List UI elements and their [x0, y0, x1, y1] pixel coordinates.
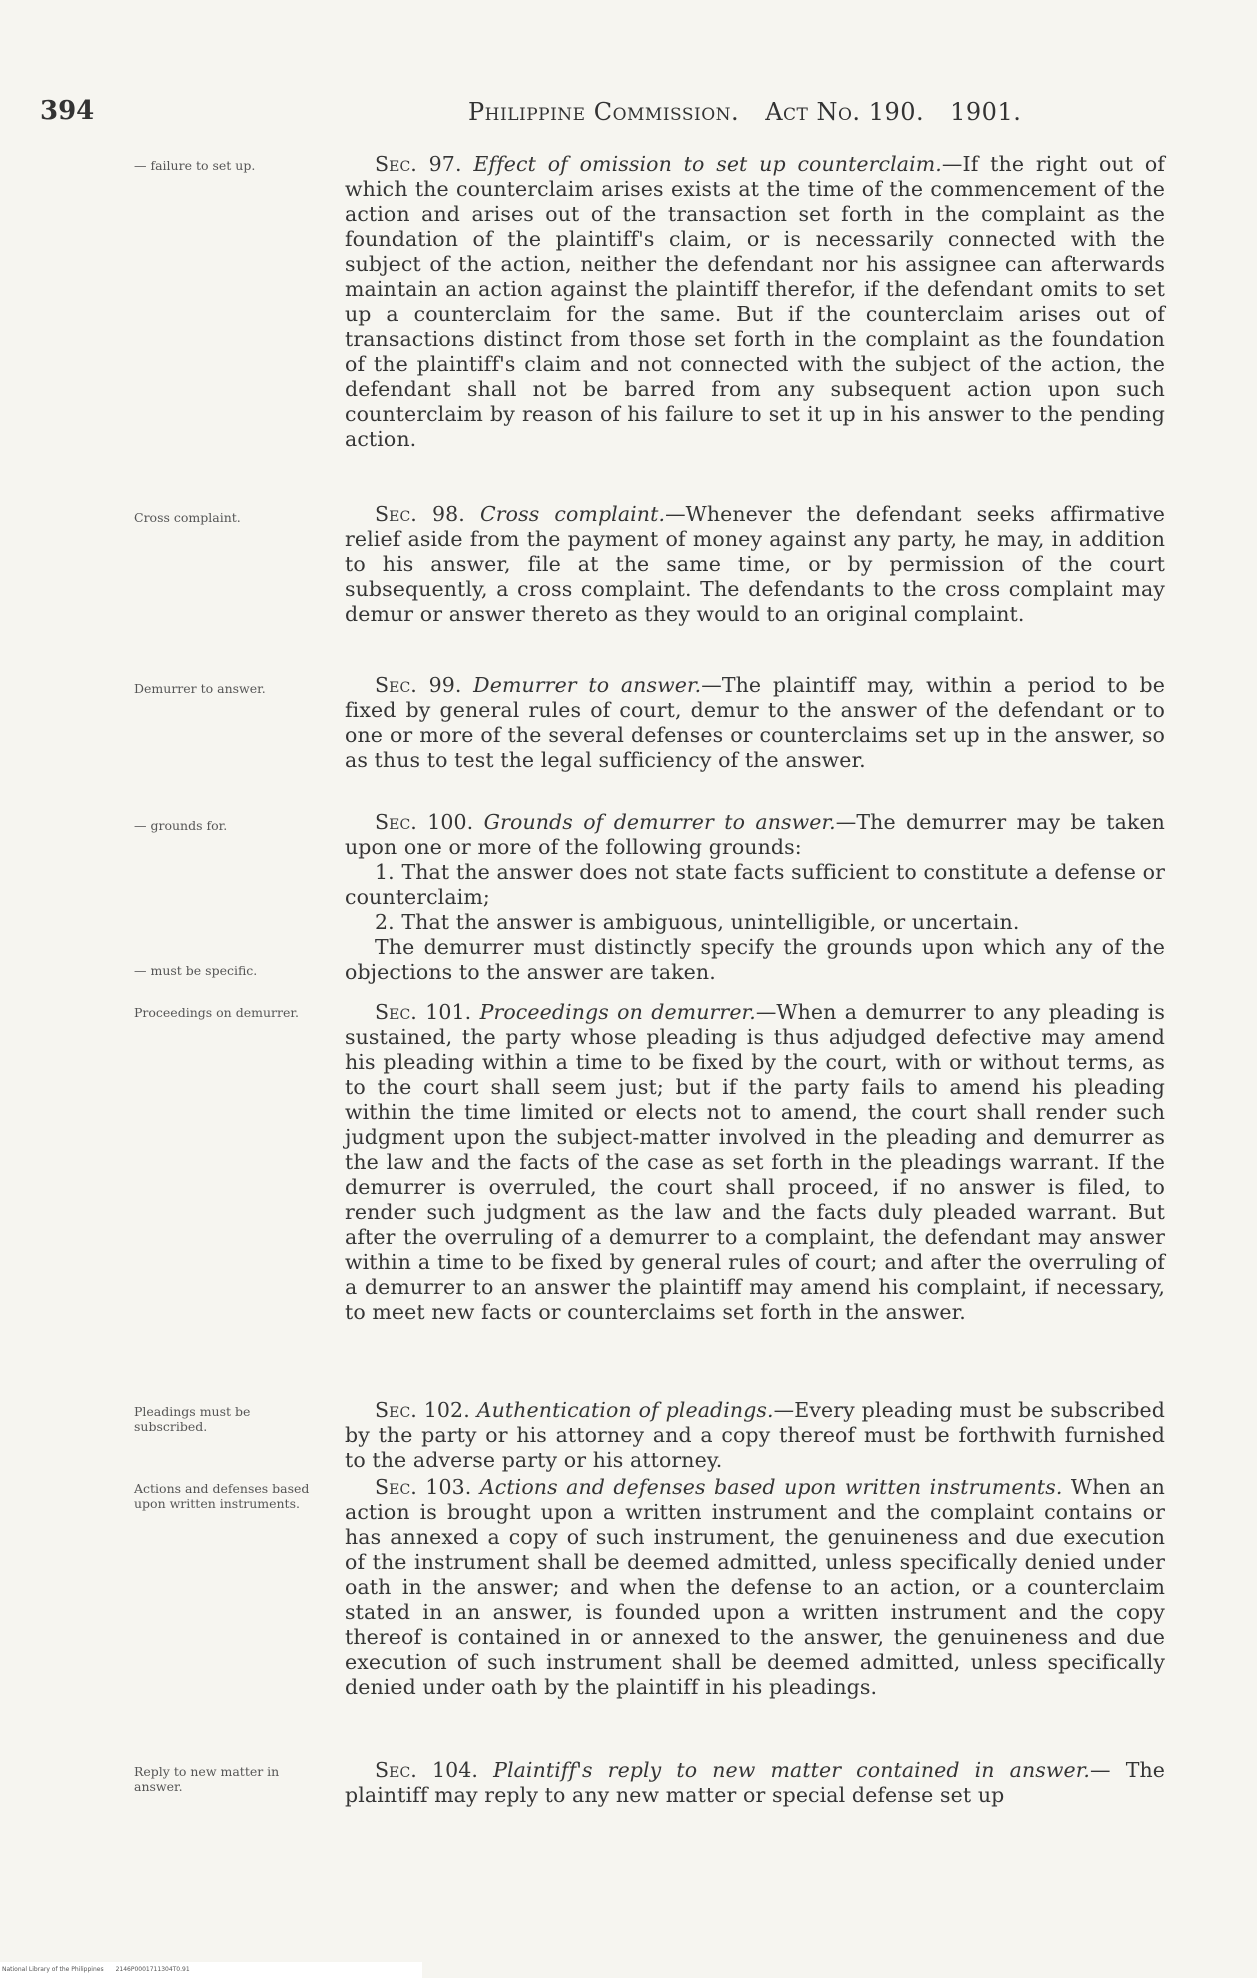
section-body: —Whenever the defendant seeks affirmative relief aside from the payment of money against any party, he may, in addition to his answer, file at the same time, or by permission of the court subsequently, a cross complaint. The defendants to the cross complaint may demur or answer thereto as they would to an original complaint. [345, 502, 1165, 626]
section-body: —The demurrer may be taken upon one or more of the following grounds: [345, 810, 1165, 859]
section-number: Sec. 104. [375, 1758, 478, 1782]
section-102 [345, 1398, 1165, 1473]
section-97 [345, 152, 1165, 452]
margin-note-grounds-for: — grounds for. [134, 818, 228, 833]
section-number: Sec. 101. [375, 1000, 472, 1024]
section-101 [345, 1000, 1165, 1325]
footer-source: National Library of the Philippines [2, 1966, 104, 1973]
section-number: Sec. 98. [375, 502, 465, 526]
section-body: —The plaintiff may, within a period to be fixed by general rules of court, demur to the answer of the defendant or to one or more of the several defenses or counterclaims set up in the answer, so as thus to test the legal sufficiency of the answer. [345, 673, 1166, 772]
section-body: —When a demurrer to any pleading is sustained, the party whose pleading is thus adjudged defective may amend his pleading within a time to be fixed by the court, with or without terms, as to the court shall seem just; but if the party fails to amend his pleading within the time limited or elects not to amend, the court shall render such judgment upon the subject-matter involved in the pleading and demurrer as the law and the facts of the case as set forth in the pleadings warrant. If the demurrer is overruled, the court shall proceed, if no answer is filed, to render such judgment as the law and the facts duly pleaded warrant. But after the overruling of a demurrer to a complaint, the defendant may answer within a time to be fixed by general rules of court; and after the overruling of a demurrer to an answer the plaintiff may amend his complaint, if necessary, to meet new facts or counterclaims set forth in the answer. [345, 1000, 1165, 1324]
running-head [468, 98, 1021, 126]
section-heading: Proceedings on demurrer. [479, 1000, 756, 1024]
page-header [0, 96, 1257, 136]
margin-note-pleadings-subscribed: Pleadings must be subscribed. [134, 1404, 251, 1434]
section-number: Sec. 100. [375, 810, 474, 834]
section-number: Sec. 102. [375, 1398, 470, 1422]
section-number: Sec. 97. [375, 152, 462, 176]
margin-note-cross-complaint: Cross complaint. [134, 510, 241, 525]
margin-note-failure-to-set-up: — failure to set up. [134, 158, 256, 173]
margin-note-reply-to-new-matter: Reply to new matter in answer. [134, 1764, 280, 1794]
margin-note-written-instruments: Actions and defenses based upon written instruments. [134, 1481, 310, 1511]
section-heading: Grounds of demurrer to answer. [483, 810, 836, 834]
section-closing: The demurrer must distinctly specify the grounds upon which any of the objections to the answer are taken. [345, 935, 1165, 984]
commission-name: Philippine Commission. [468, 98, 740, 126]
margin-note-demurrer-to-answer: Demurrer to answer. [134, 681, 266, 696]
ground-item: 1. That the answer does not state facts sufficient to constitute a defense or counterclaim; [345, 860, 1165, 909]
section-body: When an action is brought upon a written instrument and the complaint contains or has annexed a copy of such instrument, the genuineness and due execution of the instrument shall be deemed admitted, unless specifically denied under oath in the answer; and when the defense to an action, or a counterclaim stated in an answer, is founded upon a written instrument and the copy thereof is contained in or annexed to the answer, the genuineness and due execution of such instrument shall be deemed admitted, unless specifically denied under oath by the plaintiff in his pleadings. [345, 1475, 1165, 1699]
section-body: — The plaintiff may reply to any new matter or special defense set up [345, 1758, 1166, 1807]
section-104 [345, 1758, 1165, 1808]
section-number: Sec. 99. [375, 673, 462, 697]
act-number: Act No. 190. [765, 98, 925, 126]
section-heading: Actions and defenses based upon written instruments. [479, 1475, 1063, 1499]
section-heading: Plaintiff's reply to new matter contained in answer. [493, 1758, 1091, 1782]
section-body: —If the right out of which the counterclaim arises exists at the time of the commencement of the action and arises out of the transaction set forth in the complaint as the foundation of the plaintiff's claim, or is necessarily connected with the subject of the action, neither the defendant nor his assignee can afterwards maintain an action against the plaintiff therefor, if the defendant omits to set up a counterclaim for the same. But if the counterclaim arises out of transactions distinct from those set forth in the complaint as the foundation of the plaintiff's claim and not connected with the subject of the action, the defendant shall not be barred from any subsequent action upon such counterclaim by reason of his failure to set it up in his answer to the pending action. [345, 152, 1165, 451]
section-heading: Effect of omission to set up counterclaim. [473, 152, 942, 176]
section-103 [345, 1475, 1165, 1700]
section-99 [345, 673, 1165, 773]
section-100 [345, 810, 1165, 985]
section-heading: Authentication of pleadings. [476, 1398, 774, 1422]
section-number: Sec. 103. [375, 1475, 472, 1499]
section-heading: Demurrer to answer. [473, 673, 702, 697]
footer-id: 2146P0001711304T0.91 [115, 1966, 190, 1973]
margin-note-must-be-specific: — must be specific. [134, 963, 258, 978]
page-number: 394 [40, 96, 95, 126]
margin-note-proceedings-on-demurrer: Proceedings on demurrer. [134, 1005, 299, 1020]
section-heading: Cross complaint. [479, 502, 666, 526]
section-body: —Every pleading must be subscribed by the party or his attorney and a copy thereof must be forthwith furnished to the adverse party or his attorney. [345, 1398, 1165, 1472]
section-98 [345, 502, 1165, 627]
year: 1901. [950, 98, 1022, 126]
ground-item: 2. That the answer is ambiguous, unintelligible, or uncertain. [375, 910, 1020, 934]
scan-footer [0, 1962, 422, 1978]
